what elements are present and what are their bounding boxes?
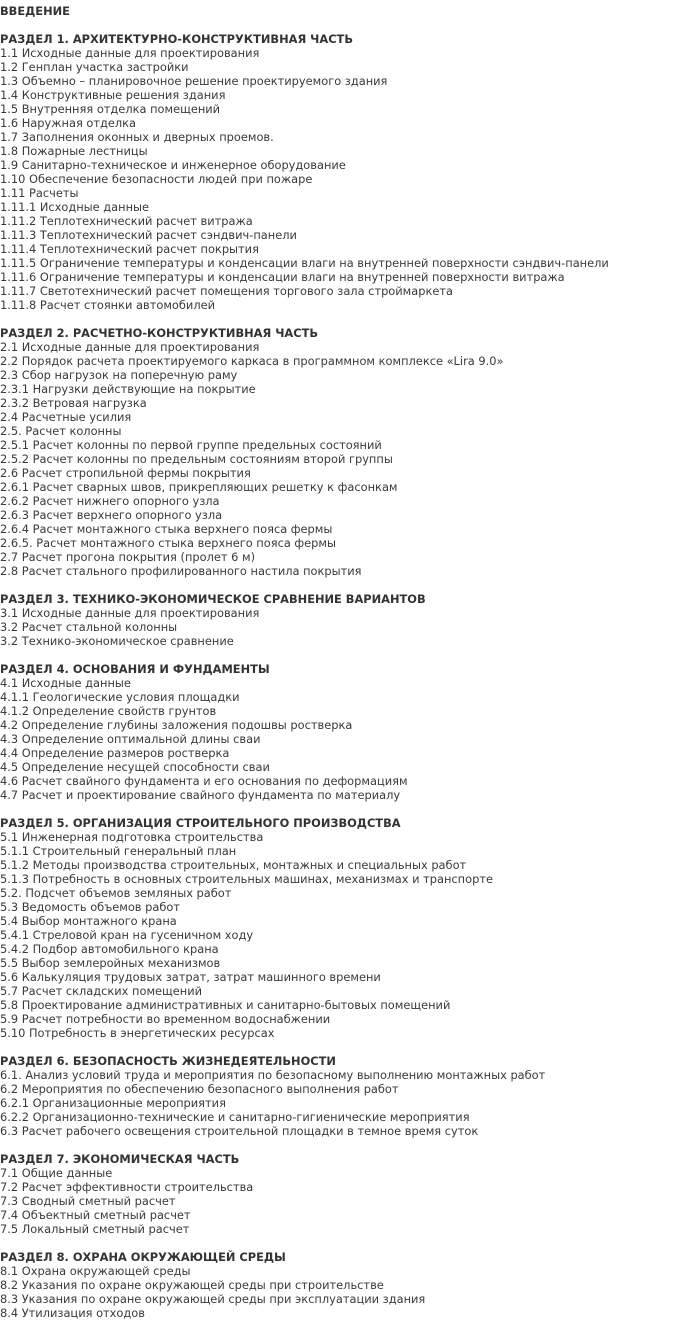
toc-entry: 5.7 Расчет складских помещений [0,984,203,998]
toc-entry: 6.1. Анализ условий труда и мероприятия по безопасному выполнению монтажных работ [0,1068,546,1082]
toc-entry: 1.8 Пожарные лестницы [0,144,148,158]
toc-entry: 1.3 Объемно – планировочное решение проектируемого здания [0,74,388,88]
toc-entry: 4.1 Исходные данные [0,676,131,690]
toc-entry: 5.1.1 Строительный генеральный план [0,844,237,858]
toc-entry: 4.1.2 Определение свойств грунтов [0,704,217,718]
toc-section [0,32,700,326]
toc-entry: 5.4.2 Подбор автомобильного крана [0,942,219,956]
toc-section [0,326,700,592]
toc-entry: 2.4 Расчетные усилия [0,410,132,424]
toc-entry: 1.10 Обеспечение безопасности людей при пожаре [0,172,313,186]
toc-entry: 3.2 Расчет стальной колонны [0,620,178,634]
toc-entry: 3.2 Технико-экономическое сравнение [0,634,234,648]
spacer [0,578,700,592]
toc-entry: 4.2 Определение глубины заложения подошвы ростверка [0,718,353,732]
toc-entry: 4.7 Расчет и проектирование свайного фундамента по материалу [0,788,401,802]
toc-entry: 2.5.1 Расчет колонны по первой группе предельных состояний [0,438,382,452]
toc-section [0,1152,700,1250]
toc-entry: 1.9 Санитарно-техническое и инженерное оборудование [0,158,346,172]
toc-entry: 1.1 Исходные данные для проектирования [0,46,260,60]
spacer [0,1040,700,1054]
toc-entry: 5.1.2 Методы производства строительных, монтажных и специальных работ [0,858,467,872]
toc-entry: 4.6 Расчет свайного фундамента и его основания по деформациям [0,774,408,788]
toc-entry: 7.2 Расчет эффективности строительства [0,1180,254,1194]
section-heading: РАЗДЕЛ 5. ОРГАНИЗАЦИЯ СТРОИТЕЛЬНОГО ПРОИЗВОДСТВА [0,816,401,830]
toc-entry: 1.4 Конструктивные решения здания [0,88,226,102]
toc-entry: 7.1 Общие данные [0,1166,113,1180]
toc-entry: 1.7 Заполнения оконных и дверных проемов. [0,130,274,144]
toc-entry: 2.7 Расчет прогона покрытия (пролет 6 м) [0,550,256,564]
toc-entry: 1.11.7 Светотехнический расчет помещения торгового зала строймаркета [0,284,453,298]
toc-entry: 5.6 Калькуляция трудовых затрат, затрат машинного времени [0,970,381,984]
section-heading: РАЗДЕЛ 8. ОХРАНА ОКРУЖАЮЩЕЙ СРЕДЫ [0,1250,286,1264]
toc-entry: 1.6 Наружная отделка [0,116,137,130]
toc-entry: 1.11.6 Ограничение температуры и конденсации влаги на внутренней поверхности витража [0,270,565,284]
spacer [0,802,700,816]
toc-entry: 2.6 Расчет стропильной фермы покрытия [0,466,251,480]
spacer [0,1138,700,1152]
toc-entry: 4.5 Определение несущей способности сваи [0,760,270,774]
toc-entry: 6.3 Расчет рабочего освещения строительной площадки в темное время суток [0,1124,479,1138]
section-heading: РАЗДЕЛ 6. БЕЗОПАСНОСТЬ ЖИЗНЕДЕЯТЕЛЬНОСТИ [0,1054,336,1068]
toc-entry: 2.6.2 Расчет нижнего опорного узла [0,494,220,508]
toc-entry: 6.2.2 Организационно-технические и санитарно-гигиенические мероприятия [0,1110,470,1124]
sections-list [0,32,700,1320]
toc-entry: 4.1.1 Геологические условия площадки [0,690,240,704]
toc-entry: 5.1 Инженерная подготовка строительства [0,830,264,844]
toc-entry: 1.11.4 Теплотехнический расчет покрытия [0,242,259,256]
toc-entry: 5.5 Выбор землеройных механизмов [0,956,221,970]
toc-entry: 2.5.2 Расчет колонны по предельным состояниям второй группы [0,452,393,466]
toc-entry: 2.6.3 Расчет верхнего опорного узла [0,508,223,522]
toc-entry: 8.1 Охрана окружающей среды [0,1264,191,1278]
toc-entry: 5.1.3 Потребность в основных строительных машинах, механизмах и транспорте [0,872,493,886]
toc-entry: 2.1 Исходные данные для проектирования [0,340,260,354]
section-heading: РАЗДЕЛ 1. АРХИТЕКТУРНО-КОНСТРУКТИВНАЯ ЧАСТЬ [0,32,354,46]
toc-entry: 5.9 Расчет потребности во временном водоснабжении [0,1012,331,1026]
toc-entry: 7.4 Объектный сметный расчет [0,1208,191,1222]
toc-entry: 8.2 Указания по охране окружающей среды при строительстве [0,1278,384,1292]
toc-entry: 5.3 Ведомость объемов работ [0,900,180,914]
spacer [0,648,700,662]
toc-entry: 5.10 Потребность в энергетических ресурсах [0,1026,275,1040]
toc-entry: 2.6.4 Расчет монтажного стыка верхнего пояса фермы [0,522,333,536]
toc-section [0,816,700,1054]
toc-entry: 8.3 Указания по охране окружающей среды при эксплуатации здания [0,1292,426,1306]
spacer [0,1236,700,1250]
toc-entry: 5.8 Проектирование административных и санитарно-бытовых помещений [0,998,451,1012]
toc-entry: 2.3 Сбор нагрузок на поперечную раму [0,368,238,382]
toc-section [0,1250,700,1320]
toc-entry: 4.3 Определение оптимальной длины сваи [0,732,261,746]
toc-entry: 6.2.1 Организационные мероприятия [0,1096,226,1110]
toc-section [0,592,700,662]
toc-entry: 2.6.5. Расчет монтажного стыка верхнего пояса фермы [0,536,336,550]
toc-entry: 5.2. Подсчет объемов земляных работ [0,886,232,900]
toc-entry: 2.8 Расчет стального профилированного настила покрытия [0,564,362,578]
toc-entry: 7.5 Локальный сметный расчет [0,1222,190,1236]
toc-entry: 2.6.1 Расчет сварных швов, прикрепляющих решетку к фасонкам [0,480,398,494]
toc-entry: 1.11.5 Ограничение температуры и конденсации влаги на внутренней поверхности сэндвич-панели [0,256,609,270]
toc-entry: 8.4 Утилизация отходов [0,1306,145,1320]
toc-entry: 2.3.1 Нагрузки действующие на покрытие [0,382,256,396]
toc-section [0,662,700,816]
section-heading: РАЗДЕЛ 7. ЭКОНОМИЧЕСКАЯ ЧАСТЬ [0,1152,240,1166]
toc-entry: 2.5. Расчет колонны [0,424,122,438]
spacer [0,312,700,326]
toc-entry: 6.2 Мероприятия по обеспечению безопасного выполнения работ [0,1082,399,1096]
toc-entry: 1.11.2 Теплотехнический расчет витража [0,214,253,228]
section-heading: РАЗДЕЛ 3. ТЕХНИКО-ЭКОНОМИЧЕСКОЕ СРАВНЕНИЕ ВАРИАНТОВ [0,592,426,606]
intro-heading: ВВЕДЕНИЕ [0,4,70,18]
toc-entry: 1.11.8 Расчет стоянки автомобилей [0,298,216,312]
toc-section [0,1054,700,1152]
toc-entry: 2.3.2 Ветровая нагрузка [0,396,147,410]
toc-entry: 7.3 Сводный сметный расчет [0,1194,176,1208]
section-heading: РАЗДЕЛ 2. РАСЧЕТНО-КОНСТРУКТИВНАЯ ЧАСТЬ [0,326,319,340]
toc-entry: 2.2 Порядок расчета проектируемого каркаса в программном комплексе «Lira 9.0» [0,354,504,368]
toc-entry: 1.2 Генплан участка застройки [0,60,189,74]
toc-entry: 3.1 Исходные данные для проектирования [0,606,260,620]
toc-entry: 1.11 Расчеты [0,186,79,200]
toc-entry: 5.4 Выбор монтажного крана [0,914,177,928]
toc-entry: 1.11.1 Исходные данные [0,200,150,214]
toc-entry: 1.5 Внутренняя отделка помещений [0,102,221,116]
toc-entry: 4.4 Определение размеров ростверка [0,746,230,760]
toc-entry: 1.11.3 Теплотехнический расчет сэндвич-панели [0,228,297,242]
spacer [0,18,700,32]
section-heading: РАЗДЕЛ 4. ОСНОВАНИЯ И ФУНДАМЕНТЫ [0,662,270,676]
toc-entry: 5.4.1 Стреловой кран на гусеничном ходу [0,928,254,942]
